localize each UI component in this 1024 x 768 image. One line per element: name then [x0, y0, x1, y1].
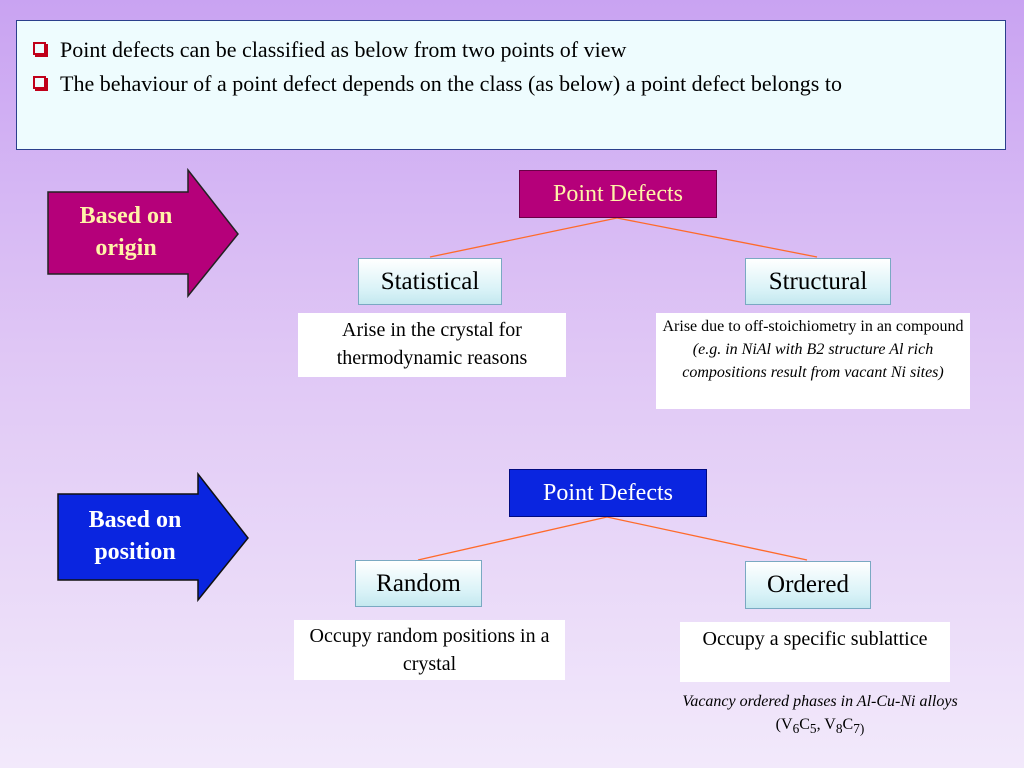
origin-arrow-label [52, 200, 200, 264]
origin-root-node: Point Defects [519, 170, 717, 218]
statistical-node: Statistical [358, 258, 502, 305]
ordered-node: Ordered [745, 561, 871, 609]
connector-line [617, 218, 817, 257]
structural-description [656, 313, 970, 409]
random-description: Occupy random positions in a crystal [294, 620, 565, 680]
description-example: (e.g. in NiAl with B2 structure Al rich compositions result from vacant Ni sites) [682, 341, 944, 381]
statistical-description: Arise in the crystal for thermodynamic reasons [298, 313, 566, 377]
arrow-label-line: Based on [88, 507, 182, 533]
note-formula: ($V_6C_5$, $V_8C_{7)}$ [775, 716, 865, 737]
note-text: Vacancy ordered phases in Al-Cu-Ni alloys [682, 693, 958, 710]
connector-line [430, 218, 617, 257]
bullet-text: The behaviour of a point defect depends on the class (as below) a point defect belongs to [60, 71, 842, 96]
arrow-label-line: origin [95, 235, 157, 261]
bullet-text: Point defects can be classified as below from two points of view [60, 37, 627, 62]
ordered-phases-note [660, 690, 980, 740]
random-node: Random [355, 560, 482, 607]
position-arrow-label [60, 504, 210, 568]
position-root-node: Point Defects [509, 469, 707, 517]
ordered-description: Occupy a specific sublattice [680, 622, 950, 682]
structural-node: Structural [745, 258, 891, 305]
arrow-label-line: Based on [79, 203, 173, 229]
connector-line [418, 517, 607, 560]
arrow-label-line: position [94, 539, 176, 565]
connector-line [607, 517, 807, 560]
description-text: Arise due to off-stoichiometry in an compound [662, 318, 964, 335]
